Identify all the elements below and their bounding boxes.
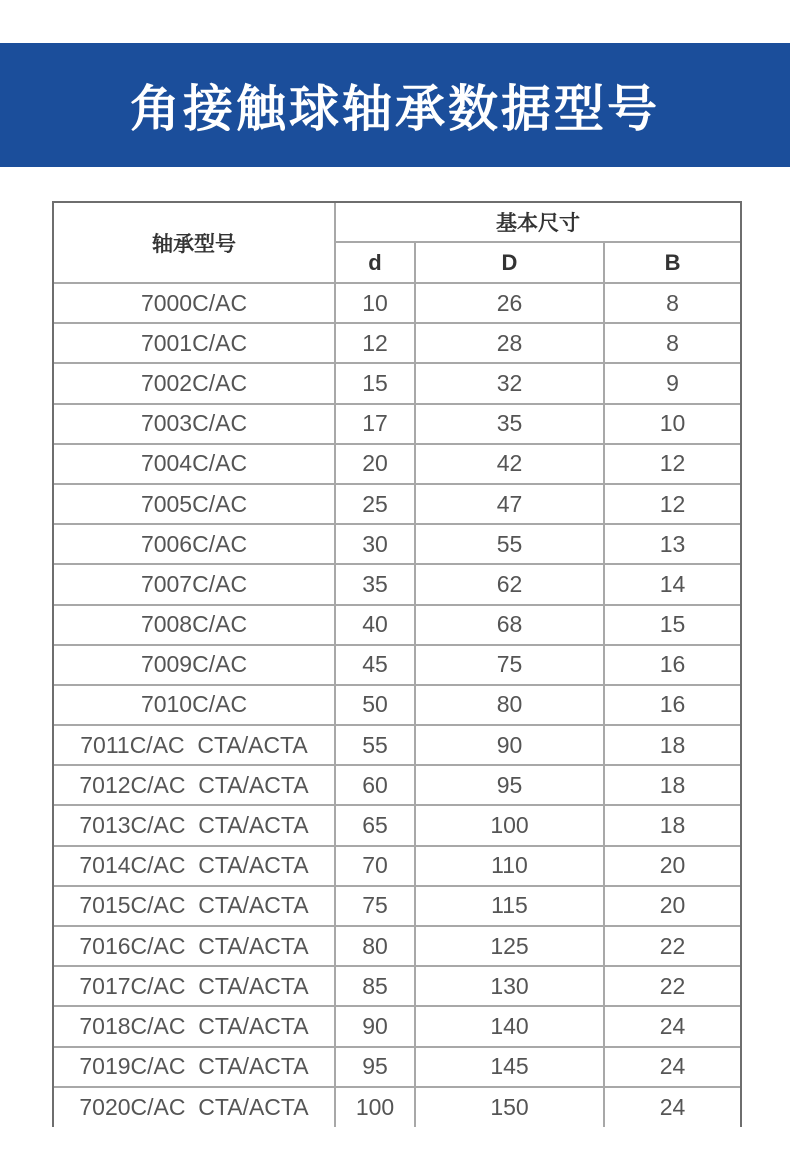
cell-model: 7004C/AC	[54, 444, 335, 484]
table-row	[54, 363, 740, 403]
cell-model: 7011C/AC CTA/ACTA	[54, 725, 335, 765]
bearing-data-table	[54, 203, 740, 1127]
cell-D-outer: 32	[415, 363, 604, 403]
table-row	[54, 765, 740, 805]
cell-B-width: 16	[604, 645, 740, 685]
table-header	[54, 203, 740, 283]
cell-B-width: 8	[604, 283, 740, 323]
cell-d: 65	[335, 805, 415, 845]
cell-d: 60	[335, 765, 415, 805]
cell-model: 7019C/AC CTA/ACTA	[54, 1047, 335, 1087]
cell-D-outer: 90	[415, 725, 604, 765]
cell-d: 75	[335, 886, 415, 926]
cell-D-outer: 62	[415, 564, 604, 604]
cell-B-width: 16	[604, 685, 740, 725]
cell-model: 7014C/AC CTA/ACTA	[54, 846, 335, 886]
table-row	[54, 484, 740, 524]
table-row	[54, 283, 740, 323]
table-row	[54, 645, 740, 685]
cell-d: 70	[335, 846, 415, 886]
cell-model: 7008C/AC	[54, 605, 335, 645]
cell-D-outer: 28	[415, 323, 604, 363]
cell-B-width: 14	[604, 564, 740, 604]
cell-model: 7018C/AC CTA/ACTA	[54, 1006, 335, 1046]
cell-d: 25	[335, 484, 415, 524]
cell-d: 40	[335, 605, 415, 645]
cell-model: 7001C/AC	[54, 323, 335, 363]
cell-d: 30	[335, 524, 415, 564]
cell-model: 7005C/AC	[54, 484, 335, 524]
cell-B-width: 15	[604, 605, 740, 645]
cell-d: 55	[335, 725, 415, 765]
cell-d: 35	[335, 564, 415, 604]
cell-model: 7017C/AC CTA/ACTA	[54, 966, 335, 1006]
cell-D-outer: 75	[415, 645, 604, 685]
table-row	[54, 605, 740, 645]
cell-B-width: 22	[604, 926, 740, 966]
table-row	[54, 1006, 740, 1046]
cell-model: 7006C/AC	[54, 524, 335, 564]
cell-d: 90	[335, 1006, 415, 1046]
cell-B-width: 24	[604, 1047, 740, 1087]
cell-D-outer: 35	[415, 404, 604, 444]
table-row	[54, 926, 740, 966]
cell-B-width: 12	[604, 484, 740, 524]
table-row	[54, 685, 740, 725]
bearing-table-container	[52, 201, 742, 1127]
table-row	[54, 886, 740, 926]
cell-D-outer: 100	[415, 805, 604, 845]
table-row	[54, 846, 740, 886]
cell-D-outer: 125	[415, 926, 604, 966]
header-model: 轴承型号	[54, 203, 335, 283]
cell-D-outer: 26	[415, 283, 604, 323]
table-row	[54, 1087, 740, 1127]
cell-D-outer: 95	[415, 765, 604, 805]
cell-model: 7002C/AC	[54, 363, 335, 403]
page-title: 角接触球轴承数据型号	[130, 80, 660, 138]
cell-D-outer: 150	[415, 1087, 604, 1127]
cell-model: 7010C/AC	[54, 685, 335, 725]
cell-B-width: 12	[604, 444, 740, 484]
cell-D-outer: 80	[415, 685, 604, 725]
cell-B-width: 22	[604, 966, 740, 1006]
table-row	[54, 404, 740, 444]
table-row	[54, 323, 740, 363]
cell-B-width: 9	[604, 363, 740, 403]
cell-D-outer: 55	[415, 524, 604, 564]
header-B: B	[604, 242, 740, 283]
table-row	[54, 966, 740, 1006]
cell-D-outer: 110	[415, 846, 604, 886]
cell-model: 7012C/AC CTA/ACTA	[54, 765, 335, 805]
title-banner	[0, 43, 790, 167]
cell-d: 100	[335, 1087, 415, 1127]
table-row	[54, 1047, 740, 1087]
cell-model: 7007C/AC	[54, 564, 335, 604]
header-D: D	[415, 242, 604, 283]
cell-D-outer: 115	[415, 886, 604, 926]
cell-d: 45	[335, 645, 415, 685]
cell-d: 95	[335, 1047, 415, 1087]
cell-d: 20	[335, 444, 415, 484]
cell-model: 7020C/AC CTA/ACTA	[54, 1087, 335, 1127]
table-row	[54, 564, 740, 604]
cell-D-outer: 68	[415, 605, 604, 645]
cell-B-width: 24	[604, 1087, 740, 1127]
cell-D-outer: 145	[415, 1047, 604, 1087]
cell-d: 12	[335, 323, 415, 363]
cell-d: 15	[335, 363, 415, 403]
cell-model: 7016C/AC CTA/ACTA	[54, 926, 335, 966]
cell-d: 17	[335, 404, 415, 444]
cell-D-outer: 42	[415, 444, 604, 484]
header-d: d	[335, 242, 415, 283]
cell-d: 80	[335, 926, 415, 966]
cell-B-width: 18	[604, 765, 740, 805]
cell-model: 7015C/AC CTA/ACTA	[54, 886, 335, 926]
cell-B-width: 10	[604, 404, 740, 444]
cell-model: 7013C/AC CTA/ACTA	[54, 805, 335, 845]
table-row	[54, 805, 740, 845]
table-body	[54, 283, 740, 1127]
cell-B-width: 24	[604, 1006, 740, 1046]
cell-B-width: 18	[604, 725, 740, 765]
cell-B-width: 20	[604, 846, 740, 886]
cell-B-width: 20	[604, 886, 740, 926]
cell-model: 7009C/AC	[54, 645, 335, 685]
cell-D-outer: 130	[415, 966, 604, 1006]
cell-B-width: 18	[604, 805, 740, 845]
header-basic-dimensions: 基本尺寸	[335, 203, 740, 242]
table-row	[54, 444, 740, 484]
cell-B-width: 13	[604, 524, 740, 564]
cell-d: 50	[335, 685, 415, 725]
cell-model: 7003C/AC	[54, 404, 335, 444]
table-row	[54, 725, 740, 765]
cell-d: 85	[335, 966, 415, 1006]
cell-d: 10	[335, 283, 415, 323]
cell-model: 7000C/AC	[54, 283, 335, 323]
cell-D-outer: 140	[415, 1006, 604, 1046]
table-row	[54, 524, 740, 564]
cell-B-width: 8	[604, 323, 740, 363]
cell-D-outer: 47	[415, 484, 604, 524]
